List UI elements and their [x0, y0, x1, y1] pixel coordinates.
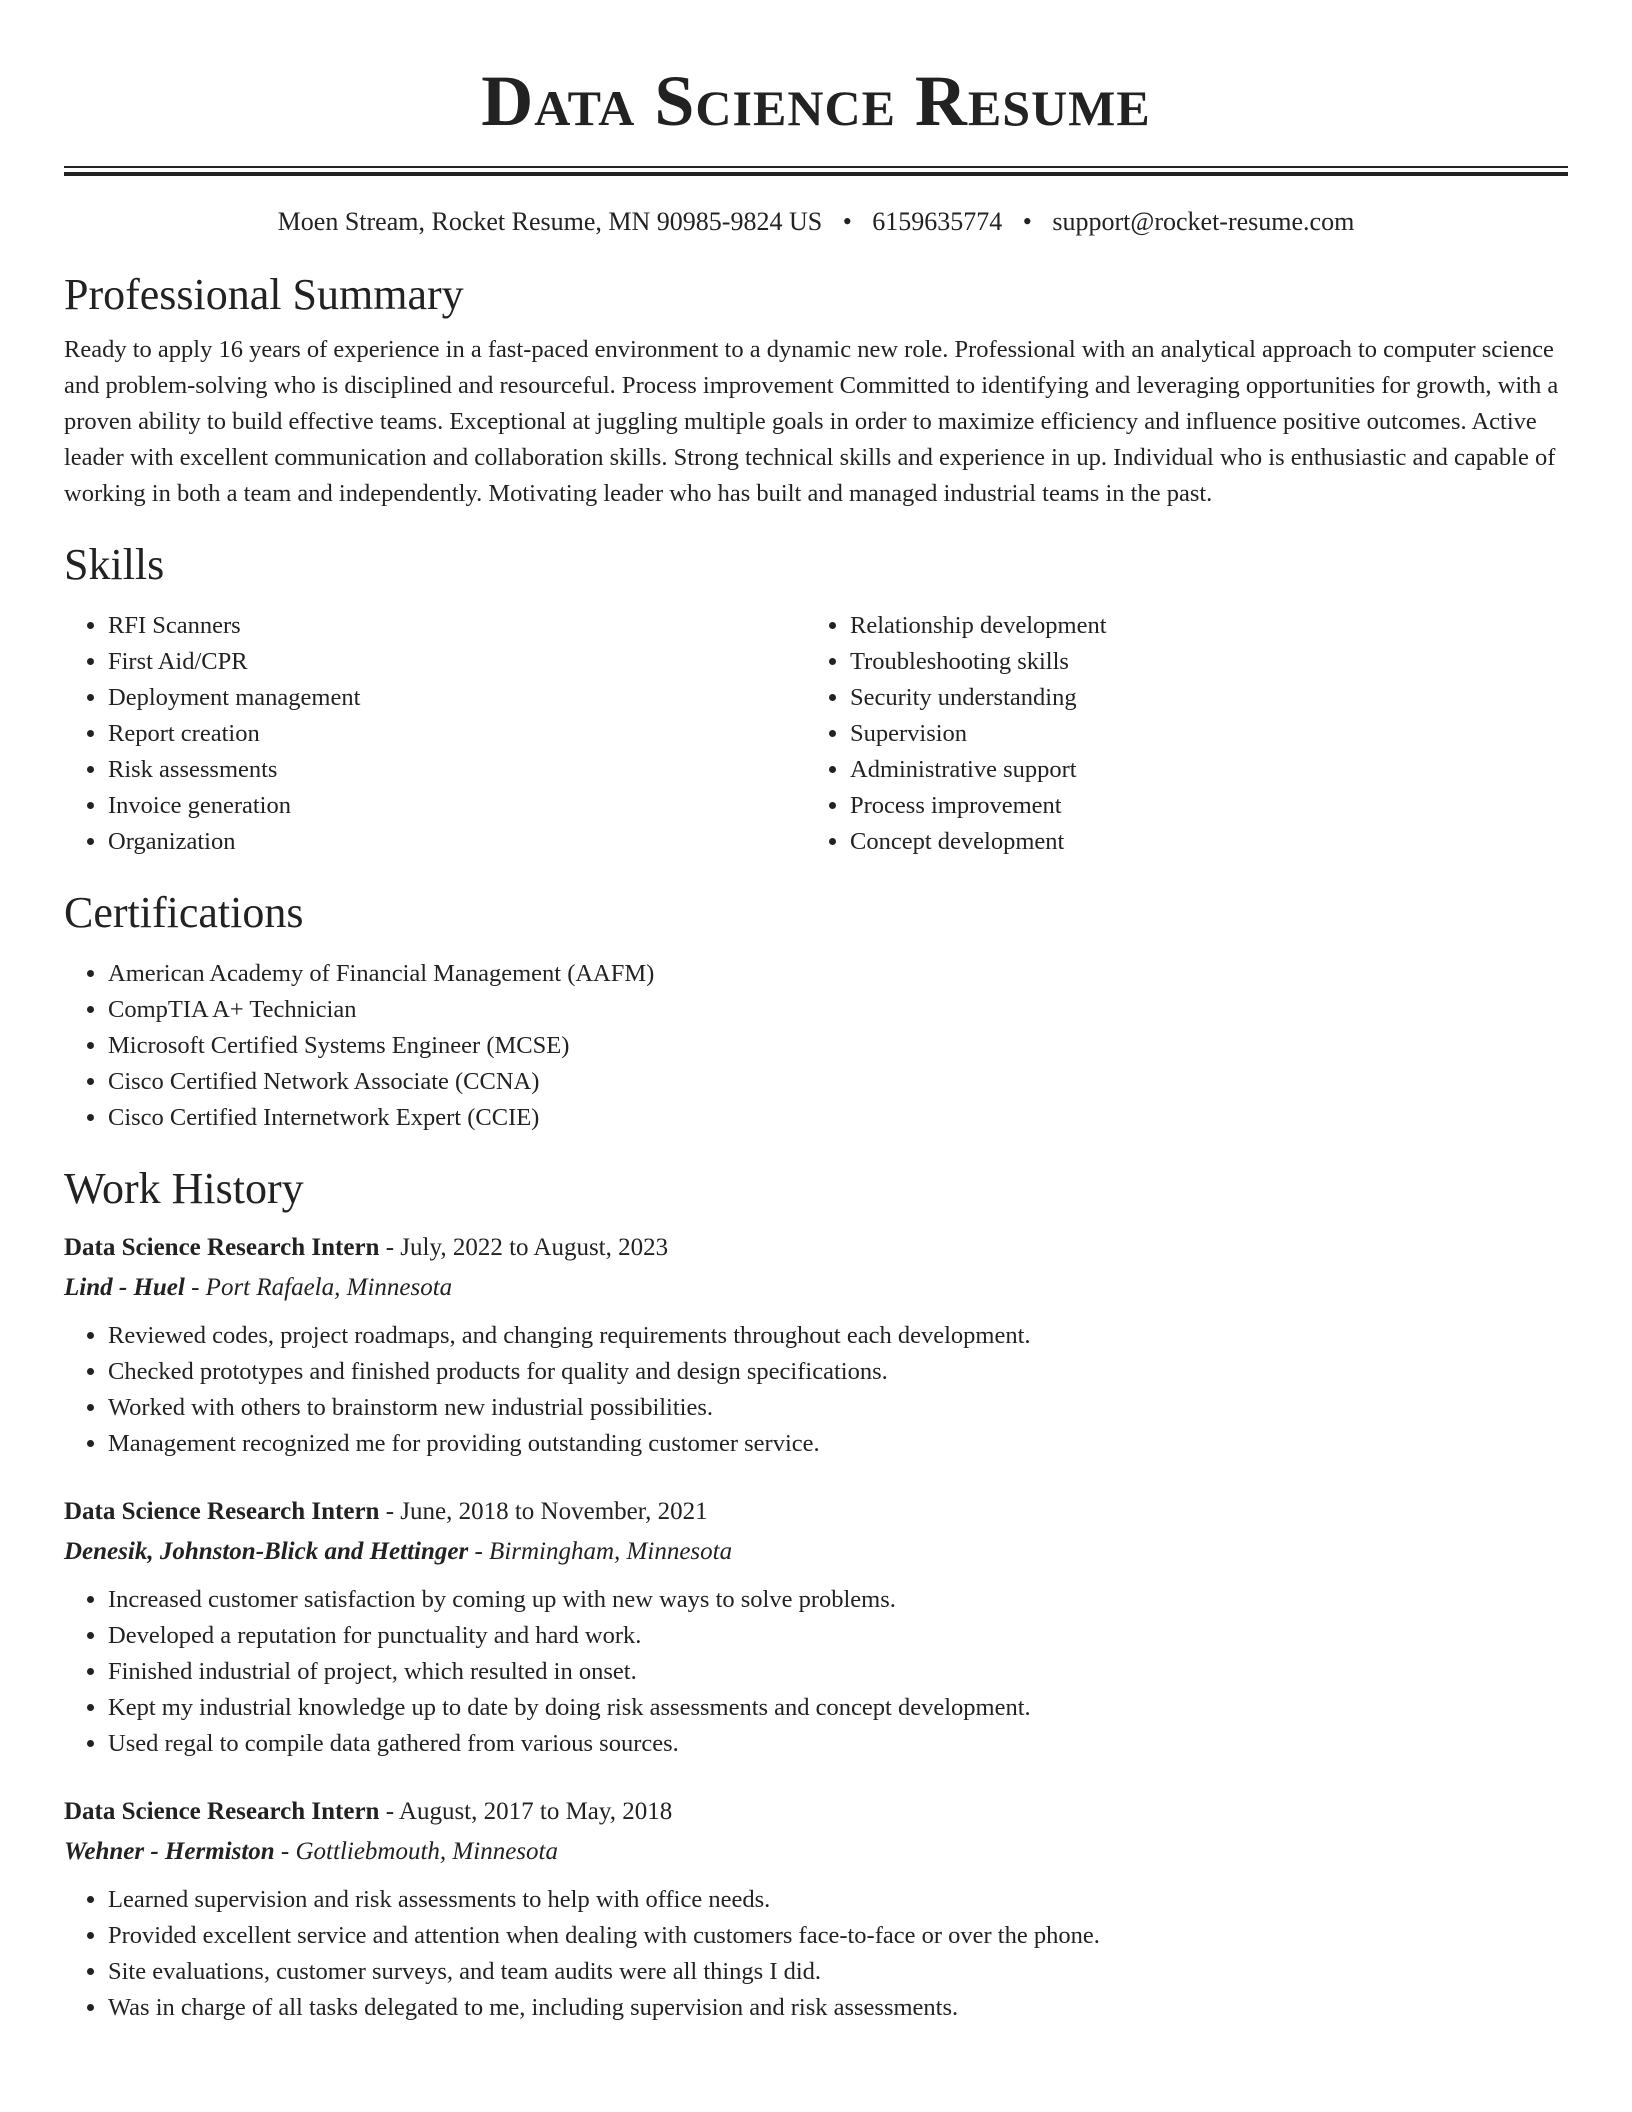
skill-item: • Relationship development — [850, 608, 1548, 644]
job-entry — [64, 1228, 1568, 1462]
job-entry — [64, 1492, 1568, 1762]
job-employer-line — [64, 1832, 1568, 1872]
job-bullet: • Checked prototypes and finished products for quality and design specifications. — [108, 1354, 1568, 1390]
job-dates: - June, 2018 to November, 2021 — [379, 1498, 708, 1525]
job-bullets — [64, 1882, 1568, 2026]
skill-item: • Invoice generation — [108, 788, 806, 824]
certification-item: • American Academy of Financial Management (AAFM) — [108, 956, 1568, 992]
skill-item: • Deployment management — [108, 680, 806, 716]
job-dates: - August, 2017 to May, 2018 — [379, 1798, 673, 1825]
job-bullet: • Finished industrial of project, which resulted in onset. — [108, 1654, 1568, 1690]
skill-item: • Supervision — [850, 716, 1548, 752]
skill-item: • First Aid/CPR — [108, 644, 806, 680]
job-bullet: • Site evaluations, customer surveys, and team audits were all things I did. — [108, 1954, 1568, 1990]
contact-separator: • — [842, 207, 852, 236]
job-bullets — [64, 1318, 1568, 1462]
work-history-section — [64, 1162, 1568, 2026]
job-bullet: • Learned supervision and risk assessments to help with office needs. — [108, 1882, 1568, 1918]
skills-column-left — [64, 608, 806, 860]
certifications-list — [64, 956, 1568, 1136]
skills-column-right — [806, 608, 1548, 860]
skill-item: • RFI Scanners — [108, 608, 806, 644]
certifications-heading: Certifications — [64, 888, 304, 937]
job-header — [64, 1492, 1568, 1532]
job-bullet: • Kept my industrial knowledge up to date by doing risk assessments and concept development. — [108, 1690, 1568, 1726]
skills-list-left — [64, 608, 806, 860]
skill-item: • Administrative support — [850, 752, 1548, 788]
skills-grid — [64, 608, 1568, 860]
job-company: Wehner - Hermiston — [64, 1838, 275, 1865]
job-bullet: • Provided excellent service and attention when dealing with customers face-to-face or over the phone. — [108, 1918, 1568, 1954]
skill-item: • Process improvement — [850, 788, 1548, 824]
job-bullet: • Reviewed codes, project roadmaps, and changing requirements throughout each development. — [108, 1318, 1568, 1354]
skill-item: • Concept development — [850, 824, 1548, 860]
job-company: Lind - Huel — [64, 1274, 185, 1301]
title-double-rule — [64, 166, 1568, 176]
job-employer-line — [64, 1268, 1568, 1308]
skill-item: • Organization — [108, 824, 806, 860]
job-company: Denesik, Johnston-Blick and Hettinger — [64, 1538, 469, 1565]
summary-section — [64, 268, 1568, 512]
contact-phone: 6159635774 — [872, 207, 1003, 236]
resume-title: Data Science Resume — [481, 61, 1151, 141]
summary-heading: Professional Summary — [64, 270, 464, 319]
skills-heading: Skills — [64, 540, 165, 589]
job-bullets — [64, 1582, 1568, 1762]
certification-item: • Cisco Certified Network Associate (CCNA) — [108, 1064, 1568, 1100]
contact-email: support@rocket-resume.com — [1052, 207, 1355, 236]
skill-item: • Security understanding — [850, 680, 1548, 716]
job-bullet: • Developed a reputation for punctuality and hard work. — [108, 1618, 1568, 1654]
contact-line — [64, 206, 1568, 238]
job-title: Data Science Research Intern — [64, 1498, 380, 1525]
skills-list-right — [806, 608, 1548, 860]
job-bullet: • Used regal to compile data gathered from various sources. — [108, 1726, 1568, 1762]
certification-item: • Microsoft Certified Systems Engineer (MCSE) — [108, 1028, 1568, 1064]
skills-section — [64, 538, 1568, 860]
job-employer-line — [64, 1532, 1568, 1572]
job-title: Data Science Research Intern — [64, 1234, 380, 1261]
job-header — [64, 1792, 1568, 1832]
job-bullet: • Was in charge of all tasks delegated to me, including supervision and risk assessments. — [108, 1990, 1568, 2026]
certifications-section — [64, 886, 1568, 1136]
job-bullet: • Increased customer satisfaction by coming up with new ways to solve problems. — [108, 1582, 1568, 1618]
skill-item: • Troubleshooting skills — [850, 644, 1548, 680]
certification-item: • Cisco Certified Internetwork Expert (CCIE) — [108, 1100, 1568, 1136]
job-bullet: • Management recognized me for providing outstanding customer service. — [108, 1426, 1568, 1462]
job-header — [64, 1228, 1568, 1268]
skill-item: • Report creation — [108, 716, 806, 752]
work-history-heading: Work History — [64, 1164, 304, 1213]
certification-item: • CompTIA A+ Technician — [108, 992, 1568, 1028]
job-entry — [64, 1792, 1568, 2026]
skill-item: • Risk assessments — [108, 752, 806, 788]
job-dates: - July, 2022 to August, 2023 — [379, 1234, 669, 1261]
job-location: - Gottliebmouth, Minnesota — [274, 1838, 558, 1865]
job-title: Data Science Research Intern — [64, 1798, 380, 1825]
summary-text: Ready to apply 16 years of experience in a fast-paced environment to a dynamic new role. Professional with an analytical approach to computer science and problem-solving who is disciplined and resourceful. Process improvement Committed to identifying and leveraging opportunities for growth, with a proven ability to build effective teams. Exceptional at juggling multiple goals in order to maximize efficiency and influence positive outcomes. Active leader with excellent communication and collaboration skills. Strong technical skills and experience in up. Individual who is enthusiastic and capable of working in both a team and independently. Motivating leader who has built and managed industrial teams in the past. — [64, 336, 1559, 507]
contact-address: Moen Stream, Rocket Resume, MN 90985-9824 US — [277, 207, 823, 236]
contact-separator: • — [1022, 207, 1032, 236]
job-location: - Port Rafaela, Minnesota — [184, 1274, 453, 1301]
job-location: - Birmingham, Minnesota — [468, 1538, 733, 1565]
job-bullet: • Worked with others to brainstorm new industrial possibilities. — [108, 1390, 1568, 1426]
